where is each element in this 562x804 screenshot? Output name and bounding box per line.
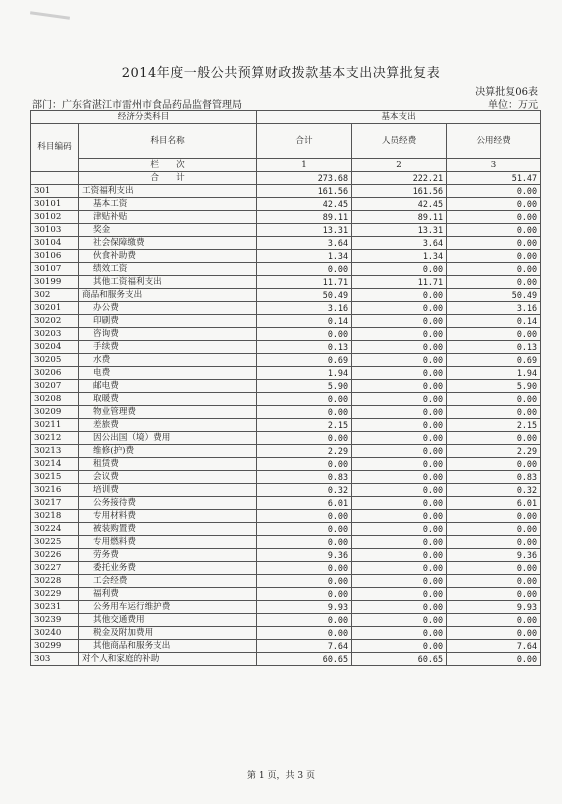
table-row <box>31 471 541 484</box>
row-code: 30299 <box>31 640 79 653</box>
row-name: 培训费 <box>79 484 257 497</box>
table-row <box>31 198 541 211</box>
form-code: 决算批复06表 <box>475 87 538 98</box>
row-public: 0.00 <box>447 614 541 627</box>
row-total: 0.00 <box>257 614 352 627</box>
row-code: 30213 <box>31 445 79 458</box>
header-row-1 <box>31 111 541 124</box>
row-code: 30101 <box>31 198 79 211</box>
table-row <box>31 224 541 237</box>
row-personnel: 0.00 <box>352 458 447 471</box>
row-public: 0.00 <box>447 588 541 601</box>
row-total: 50.49 <box>257 289 352 302</box>
row-name: 咨询费 <box>79 328 257 341</box>
row-total: 7.64 <box>257 640 352 653</box>
row-total: 0.32 <box>257 484 352 497</box>
row-total: 1.34 <box>257 250 352 263</box>
row-code: 30104 <box>31 237 79 250</box>
row-public: 0.00 <box>447 250 541 263</box>
table-row <box>31 432 541 445</box>
row-public: 0.00 <box>447 458 541 471</box>
row-code: 30203 <box>31 328 79 341</box>
row-name: 水费 <box>79 354 257 367</box>
row-personnel: 0.00 <box>352 289 447 302</box>
table-row <box>31 354 541 367</box>
table-row <box>31 367 541 380</box>
row-code: 30229 <box>31 588 79 601</box>
row-code: 30240 <box>31 627 79 640</box>
row-public: 0.00 <box>447 185 541 198</box>
row-code: 302 <box>31 289 79 302</box>
row-public: 0.14 <box>447 315 541 328</box>
row-code: 30103 <box>31 224 79 237</box>
row-total: 0.00 <box>257 588 352 601</box>
row-total: 0.00 <box>257 523 352 536</box>
table-row <box>31 523 541 536</box>
table-row <box>31 497 541 510</box>
header-row-2 <box>31 124 541 159</box>
row-total: 0.00 <box>257 458 352 471</box>
row-public: 0.83 <box>447 471 541 484</box>
budget-table <box>30 110 541 666</box>
row-public: 6.01 <box>447 497 541 510</box>
total-public: 51.47 <box>447 172 541 185</box>
row-personnel: 42.45 <box>352 198 447 211</box>
table-row <box>31 445 541 458</box>
row-code: 30217 <box>31 497 79 510</box>
row-total: 5.90 <box>257 380 352 393</box>
row-personnel: 0.00 <box>352 549 447 562</box>
table-row <box>31 484 541 497</box>
row-name: 税金及附加费用 <box>79 627 257 640</box>
row-personnel: 0.00 <box>352 341 447 354</box>
row-code: 30216 <box>31 484 79 497</box>
row-name: 商品和服务支出 <box>79 289 257 302</box>
row-code: 30201 <box>31 302 79 315</box>
header-name: 科目名称 <box>79 124 257 159</box>
table-row <box>31 653 541 666</box>
row-code: 30227 <box>31 562 79 575</box>
row-public: 0.00 <box>447 328 541 341</box>
row-code: 30215 <box>31 471 79 484</box>
table-row <box>31 406 541 419</box>
table-row <box>31 614 541 627</box>
row-name: 奖金 <box>79 224 257 237</box>
total-row <box>31 172 541 185</box>
row-public: 5.90 <box>447 380 541 393</box>
row-name: 伙食补助费 <box>79 250 257 263</box>
row-name: 其他商品和服务支出 <box>79 640 257 653</box>
row-public: 9.36 <box>447 549 541 562</box>
header-public: 公用经费 <box>447 124 541 159</box>
row-personnel: 3.64 <box>352 237 447 250</box>
row-name: 被装购置费 <box>79 523 257 536</box>
row-name: 劳务费 <box>79 549 257 562</box>
row-personnel: 0.00 <box>352 536 447 549</box>
row-total: 0.00 <box>257 627 352 640</box>
row-name: 其他工资福利支出 <box>79 276 257 289</box>
row-personnel: 0.00 <box>352 575 447 588</box>
row-name: 物业管理费 <box>79 406 257 419</box>
row-public: 0.00 <box>447 562 541 575</box>
total-value: 273.68 <box>257 172 352 185</box>
page-footer: 第 1 页，共 3 页 <box>247 771 315 781</box>
row-name: 因公出国（境）费用 <box>79 432 257 445</box>
table-row <box>31 302 541 315</box>
table-row <box>31 588 541 601</box>
row-public: 0.69 <box>447 354 541 367</box>
row-code: 30205 <box>31 354 79 367</box>
row-name: 绩效工资 <box>79 263 257 276</box>
row-code: 30228 <box>31 575 79 588</box>
row-name: 工资福利支出 <box>79 185 257 198</box>
row-personnel: 0.00 <box>352 484 447 497</box>
table-row <box>31 250 541 263</box>
table-row <box>31 289 541 302</box>
row-name: 津贴补贴 <box>79 211 257 224</box>
row-name: 对个人和家庭的补助 <box>79 653 257 666</box>
table-row <box>31 328 541 341</box>
row-name: 取暖费 <box>79 393 257 406</box>
row-personnel: 0.00 <box>352 354 447 367</box>
row-code: 30224 <box>31 523 79 536</box>
total-label: 合 计 <box>79 172 257 185</box>
department-label: 部门：广东省湛江市雷州市食品药品监督管理局 <box>32 100 242 111</box>
row-name: 公务用车运行维护费 <box>79 601 257 614</box>
row-personnel: 1.34 <box>352 250 447 263</box>
row-name: 专用材料费 <box>79 510 257 523</box>
page-title: 2014年度一般公共预算财政拨款基本支出决算批复表 <box>121 66 441 81</box>
row-name: 租赁费 <box>79 458 257 471</box>
row-code: 30212 <box>31 432 79 445</box>
row-total: 0.00 <box>257 510 352 523</box>
row-personnel: 0.00 <box>352 640 447 653</box>
row-public: 0.00 <box>447 211 541 224</box>
row-total: 0.69 <box>257 354 352 367</box>
row-public: 0.13 <box>447 341 541 354</box>
row-personnel: 13.31 <box>352 224 447 237</box>
row-name: 会议费 <box>79 471 257 484</box>
header-lanci: 栏 次 <box>79 159 257 172</box>
row-code: 30239 <box>31 614 79 627</box>
table-row <box>31 211 541 224</box>
row-total: 0.13 <box>257 341 352 354</box>
row-public: 1.94 <box>447 367 541 380</box>
row-personnel: 0.00 <box>352 471 447 484</box>
row-total: 0.14 <box>257 315 352 328</box>
row-public: 0.00 <box>447 653 541 666</box>
row-public: 9.93 <box>447 601 541 614</box>
header-total: 合计 <box>257 124 352 159</box>
row-personnel: 0.00 <box>352 263 447 276</box>
row-code: 30204 <box>31 341 79 354</box>
header-basic-expense: 基本支出 <box>257 111 541 124</box>
row-name: 基本工资 <box>79 198 257 211</box>
table-row <box>31 549 541 562</box>
table-row <box>31 237 541 250</box>
row-total: 0.00 <box>257 393 352 406</box>
row-total: 3.64 <box>257 237 352 250</box>
row-personnel: 60.65 <box>352 653 447 666</box>
header-code: 科目编码 <box>31 124 79 172</box>
row-total: 0.00 <box>257 406 352 419</box>
row-public: 7.64 <box>447 640 541 653</box>
row-personnel: 89.11 <box>352 211 447 224</box>
row-name: 专用燃料费 <box>79 536 257 549</box>
unit-label: 单位：万元 <box>488 100 538 111</box>
row-public: 0.00 <box>447 263 541 276</box>
row-code: 30214 <box>31 458 79 471</box>
row-total: 9.36 <box>257 549 352 562</box>
row-code: 30199 <box>31 276 79 289</box>
row-personnel: 0.00 <box>352 510 447 523</box>
row-public: 3.16 <box>447 302 541 315</box>
table-row <box>31 380 541 393</box>
row-personnel: 161.56 <box>352 185 447 198</box>
row-code: 30206 <box>31 367 79 380</box>
row-total: 3.16 <box>257 302 352 315</box>
row-total: 9.93 <box>257 601 352 614</box>
table-row <box>31 458 541 471</box>
row-personnel: 0.00 <box>352 588 447 601</box>
total-personnel: 222.21 <box>352 172 447 185</box>
row-total: 11.71 <box>257 276 352 289</box>
row-public: 50.49 <box>447 289 541 302</box>
total-code <box>31 172 79 185</box>
table-row <box>31 601 541 614</box>
table-row <box>31 627 541 640</box>
row-public: 0.00 <box>447 510 541 523</box>
row-personnel: 0.00 <box>352 497 447 510</box>
row-code: 30225 <box>31 536 79 549</box>
row-code: 30106 <box>31 250 79 263</box>
row-name: 福利费 <box>79 588 257 601</box>
row-public: 2.15 <box>447 419 541 432</box>
row-public: 0.00 <box>447 536 541 549</box>
header-personnel: 人员经费 <box>352 124 447 159</box>
row-total: 42.45 <box>257 198 352 211</box>
row-name: 其他交通费用 <box>79 614 257 627</box>
row-name: 办公费 <box>79 302 257 315</box>
row-code: 30211 <box>31 419 79 432</box>
table-row <box>31 510 541 523</box>
row-personnel: 0.00 <box>352 393 447 406</box>
row-code: 30209 <box>31 406 79 419</box>
table-body <box>31 111 541 666</box>
row-public: 0.00 <box>447 276 541 289</box>
row-personnel: 0.00 <box>352 380 447 393</box>
row-name: 邮电费 <box>79 380 257 393</box>
row-code: 301 <box>31 185 79 198</box>
row-total: 0.00 <box>257 328 352 341</box>
row-public: 0.00 <box>447 224 541 237</box>
table-row <box>31 263 541 276</box>
row-personnel: 0.00 <box>352 627 447 640</box>
row-total: 2.29 <box>257 445 352 458</box>
row-total: 161.56 <box>257 185 352 198</box>
table-row <box>31 562 541 575</box>
row-personnel: 0.00 <box>352 614 447 627</box>
row-total: 89.11 <box>257 211 352 224</box>
row-name: 公务接待费 <box>79 497 257 510</box>
row-code: 30226 <box>31 549 79 562</box>
row-code: 30107 <box>31 263 79 276</box>
row-public: 0.00 <box>447 198 541 211</box>
row-name: 委托业务费 <box>79 562 257 575</box>
row-personnel: 0.00 <box>352 419 447 432</box>
row-total: 2.15 <box>257 419 352 432</box>
row-personnel: 0.00 <box>352 367 447 380</box>
row-public: 0.00 <box>447 393 541 406</box>
table-row <box>31 315 541 328</box>
row-name: 印刷费 <box>79 315 257 328</box>
row-code: 30208 <box>31 393 79 406</box>
row-total: 60.65 <box>257 653 352 666</box>
row-code: 30207 <box>31 380 79 393</box>
table-row <box>31 341 541 354</box>
row-total: 0.00 <box>257 536 352 549</box>
header-row-lanci <box>31 159 541 172</box>
row-public: 2.29 <box>447 445 541 458</box>
row-code: 30202 <box>31 315 79 328</box>
row-public: 0.00 <box>447 237 541 250</box>
row-name: 工会经费 <box>79 575 257 588</box>
row-personnel: 0.00 <box>352 302 447 315</box>
row-name: 手续费 <box>79 341 257 354</box>
header-econ-class: 经济分类科目 <box>31 111 257 124</box>
row-personnel: 11.71 <box>352 276 447 289</box>
row-total: 6.01 <box>257 497 352 510</box>
header-col3: 3 <box>447 159 541 172</box>
row-code: 30218 <box>31 510 79 523</box>
table-row <box>31 393 541 406</box>
table-row <box>31 185 541 198</box>
row-total: 0.83 <box>257 471 352 484</box>
row-total: 13.31 <box>257 224 352 237</box>
row-total: 1.94 <box>257 367 352 380</box>
header-col2: 2 <box>352 159 447 172</box>
table-row <box>31 276 541 289</box>
scan-smudge <box>30 11 70 20</box>
row-total: 0.00 <box>257 263 352 276</box>
row-public: 0.00 <box>447 523 541 536</box>
row-name: 差旅费 <box>79 419 257 432</box>
row-public: 0.00 <box>447 432 541 445</box>
row-public: 0.32 <box>447 484 541 497</box>
row-personnel: 0.00 <box>352 445 447 458</box>
row-personnel: 0.00 <box>352 315 447 328</box>
row-total: 0.00 <box>257 562 352 575</box>
row-code: 30231 <box>31 601 79 614</box>
row-name: 维修(护)费 <box>79 445 257 458</box>
table-row <box>31 640 541 653</box>
table-row <box>31 536 541 549</box>
row-personnel: 0.00 <box>352 562 447 575</box>
header-col1: 1 <box>257 159 352 172</box>
row-personnel: 0.00 <box>352 523 447 536</box>
row-public: 0.00 <box>447 406 541 419</box>
row-personnel: 0.00 <box>352 601 447 614</box>
row-personnel: 0.00 <box>352 406 447 419</box>
row-code: 30102 <box>31 211 79 224</box>
row-personnel: 0.00 <box>352 432 447 445</box>
table-row <box>31 419 541 432</box>
row-personnel: 0.00 <box>352 328 447 341</box>
row-name: 社会保障缴费 <box>79 237 257 250</box>
row-name: 电费 <box>79 367 257 380</box>
row-public: 0.00 <box>447 575 541 588</box>
row-code: 303 <box>31 653 79 666</box>
row-total: 0.00 <box>257 575 352 588</box>
row-public: 0.00 <box>447 627 541 640</box>
row-total: 0.00 <box>257 432 352 445</box>
table-row <box>31 575 541 588</box>
